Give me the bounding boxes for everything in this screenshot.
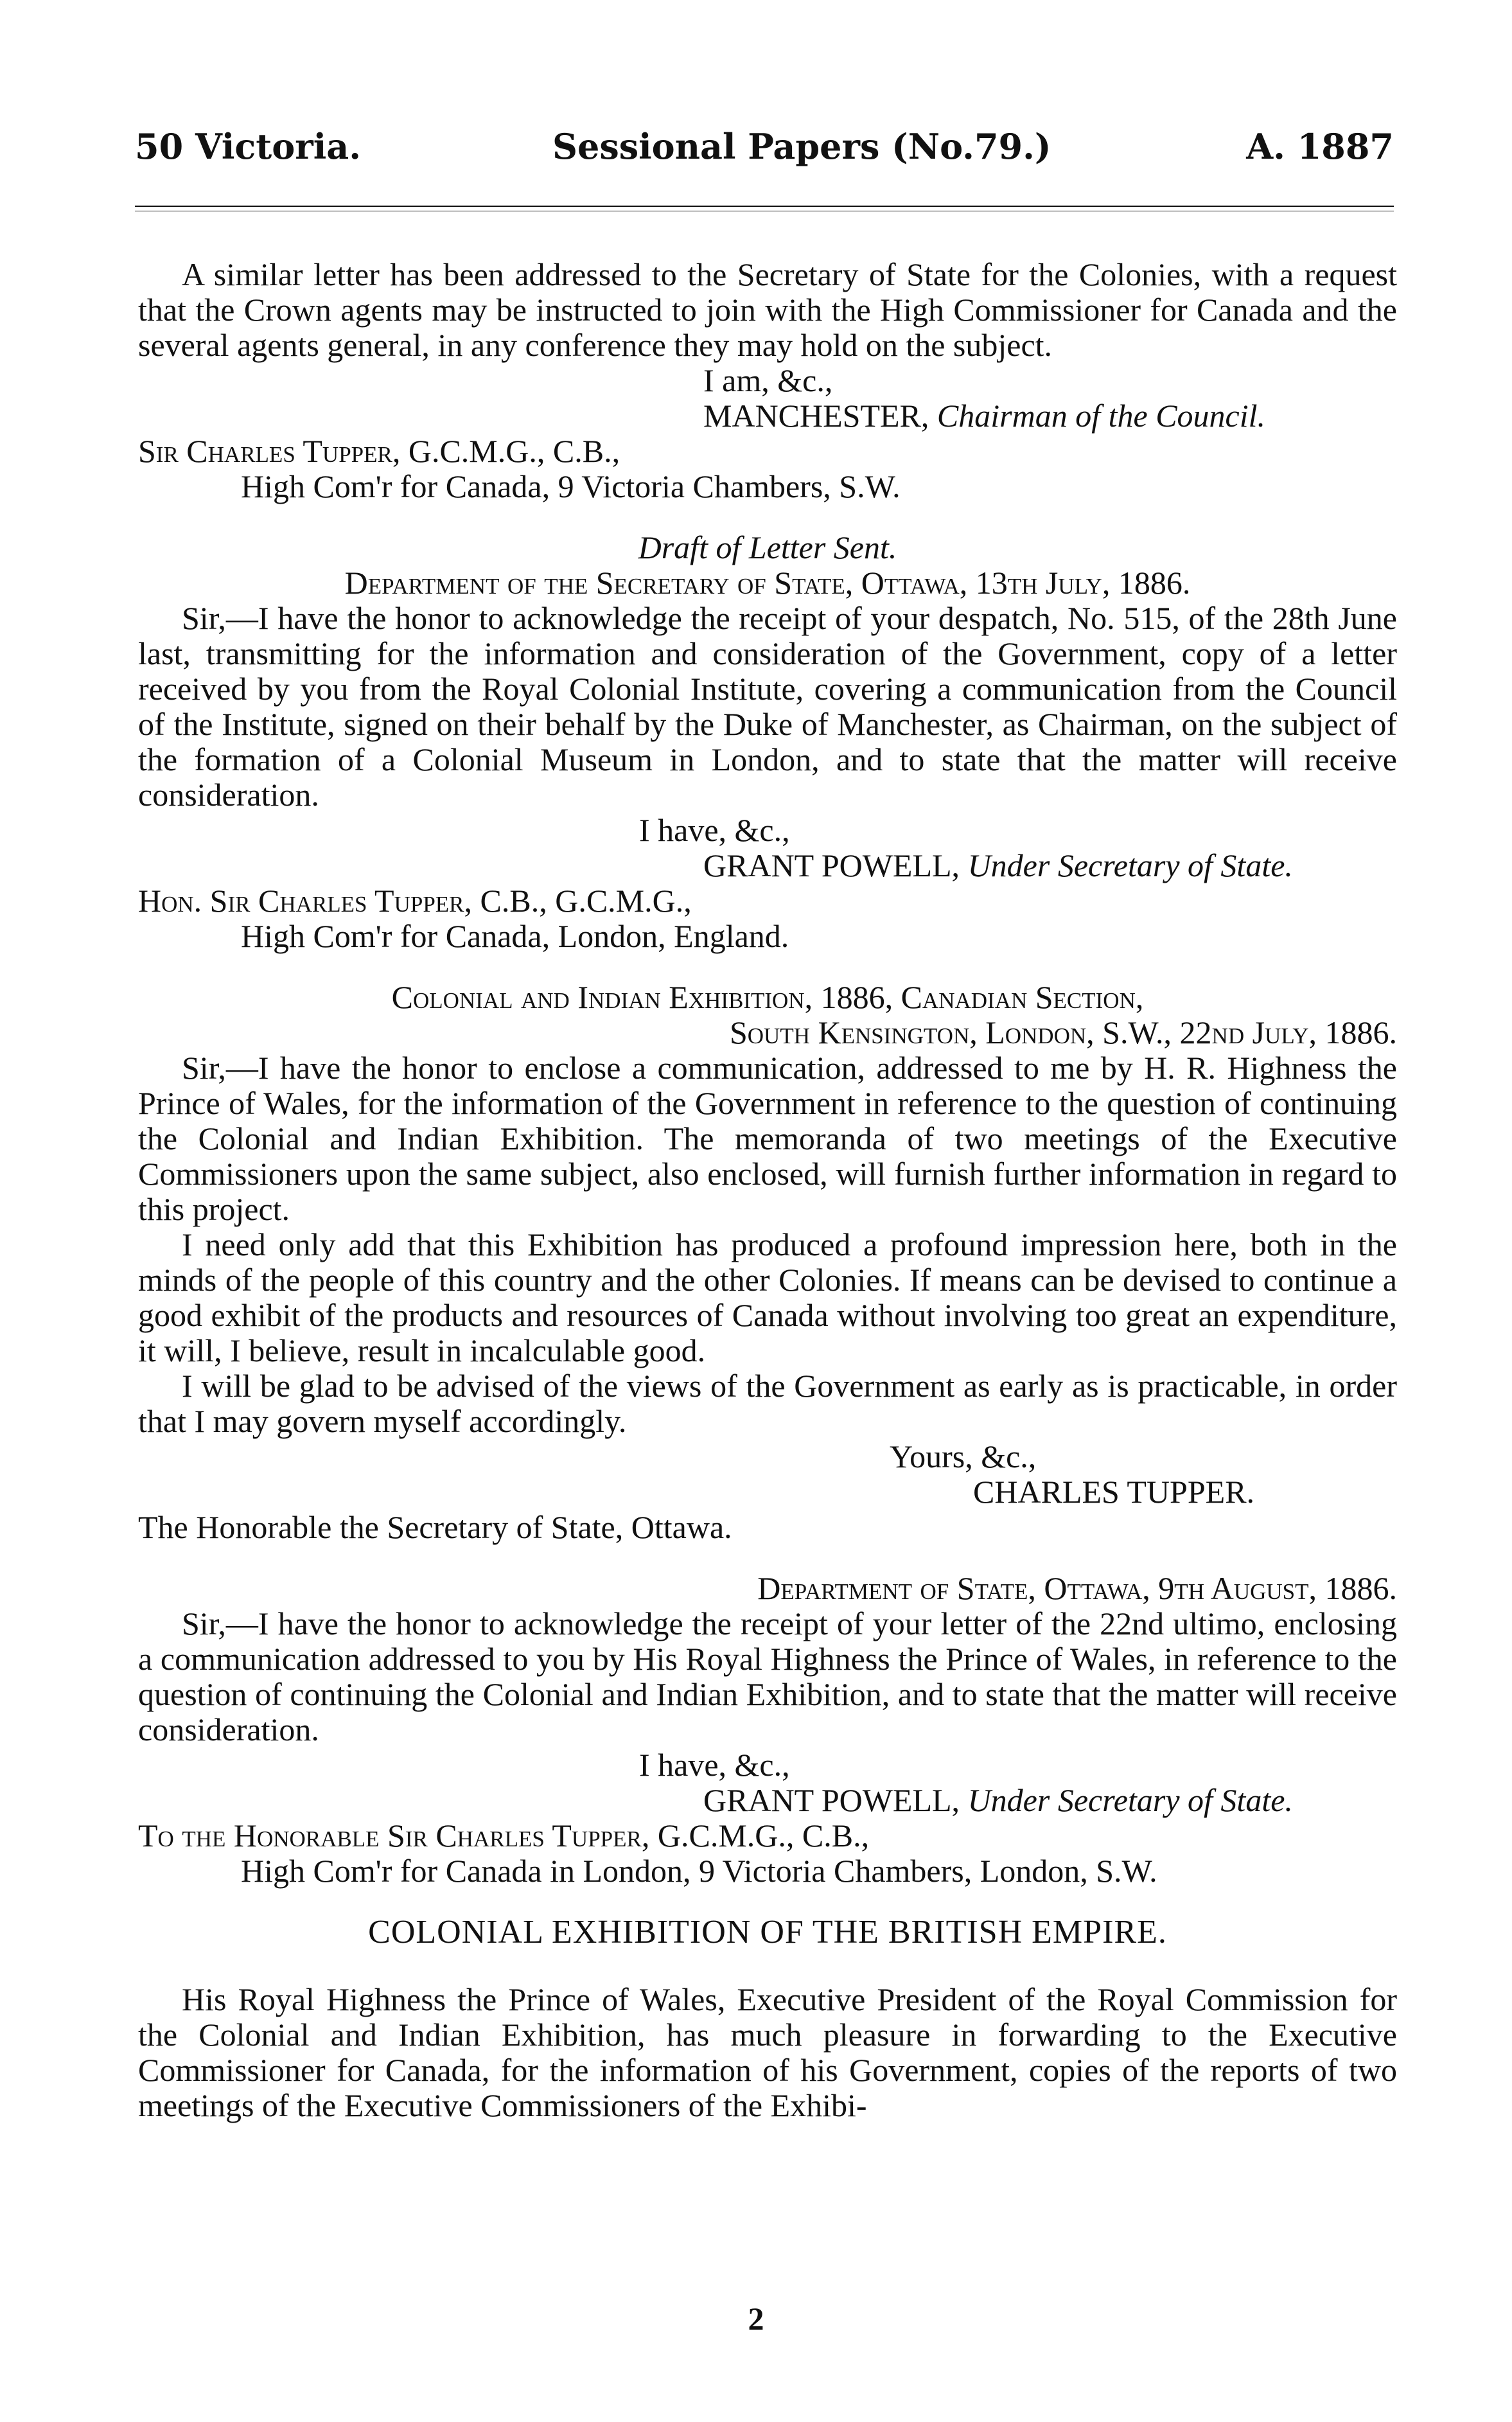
letter-signature (138, 398, 1397, 434)
letter-caption: Draft of Letter Sent. (638, 529, 897, 565)
running-header (135, 126, 1394, 171)
addressee-address: High Com'r for Canada in London, 9 Victoria Chambers, London, S.W. (241, 1853, 1157, 1889)
letter-paragraph: Sir,—I have the honor to enclose a communication, addressed to me by H. R. Highness the Prince of Wales, for the information of the Government in reference to the question of continuing the Colonial and Indian Exhibition. The memoranda of two meetings of the Executive Commissioners upon the same subject, also enclosed, will furnish further information in regard to this project. (138, 1050, 1397, 1227)
addressee-name: Hon. Sir Charles Tupper, C.B., G.C.M.G., (138, 883, 692, 919)
signer-title: Under Secretary of State. (967, 847, 1293, 883)
signer-name: CHARLES TUPPER. (973, 1474, 1255, 1510)
signer-name: GRANT POWELL, (703, 847, 960, 883)
letter-paragraph: Sir,—I have the honor to acknowledge the receipt of your despatch, No. 515, of the 28th June last, transmitting for the information and consideration of the Government, copy of a letter received by you from the Royal Colonial Institute, covering a communication from the Council of the Institute, signed on their behalf by the Duke of Manchester, as Chairman, on the subject of the formation of a Colonial Museum in London, and to state that the matter will receive consideration. (138, 600, 1397, 813)
addressee-name: To the Honorable Sir Charles Tupper, G.C.M.G., C.B., (138, 1817, 870, 1853)
letter-paragraph: Sir,—I have the honor to acknowledge the receipt of your letter of the 22nd ultimo, enclosing a communication addressed to you by His Royal Highness the Prince of Wales, in reference to the question of continuing the Colonial and Indian Exhibition, and to state that the matter will receive consideration. (138, 1605, 1397, 1747)
signer-name: GRANT POWELL, (703, 1782, 960, 1818)
signer-title: Under Secretary of State. (967, 1782, 1293, 1818)
header-rule-thick (135, 206, 1394, 207)
letter-powell (138, 1571, 1397, 1889)
letter-tupper (138, 980, 1397, 1545)
letter-paragraph: A similar letter has been addressed to the Secretary of State for the Colonies, with a request that the Crown agents may be instructed to join with the High Commissioner for Canada and the several agents general, in any conference they may hold on the subject. (138, 256, 1397, 363)
page-body (138, 257, 1397, 2123)
addressee-address: High Com'r for Canada, 9 Victoria Chambers, S.W. (241, 468, 901, 504)
section-paragraph: His Royal Highness the Prince of Wales, Executive President of the Royal Commission for the Colonial and Indian Exhibition, has much pleasure in forwarding to the Executive Commissioner for Canada, for the information of his Government, copies of the reports of two meetings of the Executive Commissioners of the Exhibi- (138, 1981, 1397, 2123)
letter-dateline: Department of State, Ottawa, 9th August, 1886. (757, 1570, 1397, 1606)
letter-signature (138, 1783, 1397, 1818)
addressee-name: The Honorable the Secretary of State, Ottawa. (138, 1509, 732, 1545)
letter-draft (138, 530, 1397, 954)
letter-dateline: South Kensington, London, S.W., 22nd July, 1886. (729, 1014, 1397, 1050)
page-number: 2 (748, 2301, 764, 2337)
letter-signature (138, 848, 1397, 883)
letter-closing: I am, &c., (703, 362, 833, 398)
signer-name: MANCHESTER, (703, 398, 929, 434)
header-series: Sessional Papers (No.79.) (552, 126, 1051, 167)
signer-title: Chairman of the Council. (936, 398, 1266, 434)
letter-closing: I have, &c., (639, 812, 790, 848)
addressee-name: Sir Charles Tupper, G.C.M.G., C.B., (138, 433, 620, 469)
header-year: A. 1887 (1246, 126, 1394, 167)
section-heading: COLONIAL EXHIBITION OF THE BRITISH EMPIRE. (368, 1914, 1167, 1950)
letter-closing: I have, &c., (639, 1747, 790, 1783)
letter-paragraph: I need only add that this Exhibition has produced a profound impression here, both in the minds of the people of this country and the other Colonies. If means can be devised to continue a good exhibit of the products and resources of Canada without involving too great an expenditure, it will, I believe, result in incalculable good. (138, 1226, 1397, 1368)
letter-dateline: Department of the Secretary of State, Ottawa, 13th July, 1886. (344, 565, 1191, 601)
letter-manchester (138, 257, 1397, 504)
letter-dateline: Colonial and Indian Exhibition, 1886, Canadian Section, (391, 979, 1144, 1015)
letter-closing: Yours, &c., (890, 1438, 1037, 1474)
addressee-address: High Com'r for Canada, London, England. (241, 918, 789, 954)
letter-paragraph: I will be glad to be advised of the views of the Government as early as is practicable, in order that I may govern myself accordingly. (138, 1368, 1397, 1439)
header-volume: 50 Victoria. (135, 126, 362, 167)
